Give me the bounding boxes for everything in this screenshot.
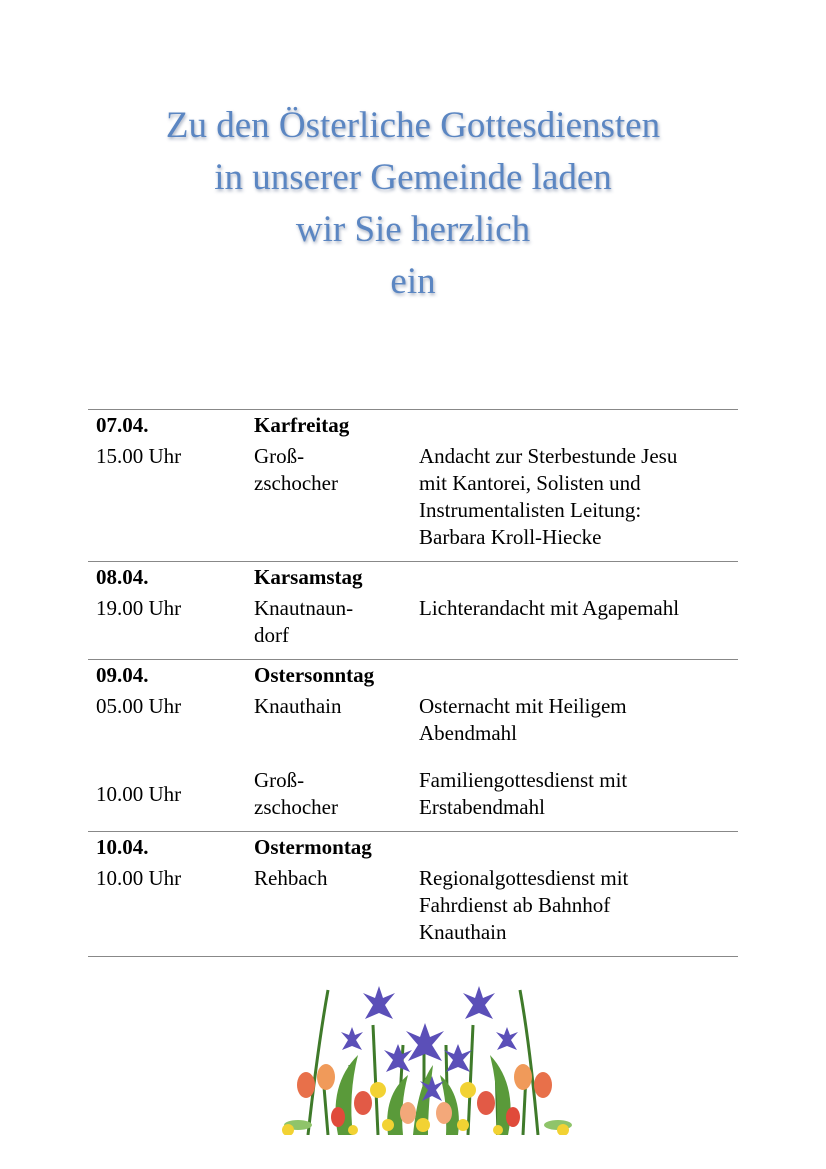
description-line: Osternacht mit Heiligem — [419, 694, 627, 718]
service-date: 08.04. — [96, 565, 149, 589]
description-line: Familiengottesdienst mit — [419, 768, 628, 792]
place-line: Groß- — [254, 768, 305, 792]
place-line: Knauthain — [254, 694, 342, 718]
description-line: Barbara Kroll-Hiecke — [419, 525, 602, 549]
title-line-4: ein — [390, 261, 436, 302]
service-time: 05.00 Uhr — [96, 694, 182, 718]
service-day: Karsamstag — [254, 565, 363, 589]
service-place — [246, 865, 411, 946]
service-date: 07.04. — [96, 413, 149, 437]
title-line-3: wir Sie herzlich — [295, 209, 531, 250]
title-line-2: in unserer Gemeinde laden — [214, 157, 612, 198]
schedule-section-karsamstag — [88, 562, 738, 660]
service-row — [88, 595, 738, 649]
description-line: Regionalgottesdienst mit — [419, 866, 629, 890]
service-time: 19.00 Uhr — [96, 596, 182, 620]
schedule-section-karfreitag — [88, 410, 738, 562]
service-row — [88, 767, 738, 821]
service-place — [246, 767, 411, 821]
service-date: 10.04. — [96, 835, 149, 859]
place-line: Rehbach — [254, 866, 328, 890]
schedule-section-ostermontag — [88, 832, 738, 957]
service-day: Ostermontag — [254, 835, 372, 859]
service-row — [88, 443, 738, 551]
description-line: Fahrdienst ab Bahnhof — [419, 893, 611, 917]
service-row — [88, 693, 738, 747]
place-line: zschocher — [254, 795, 338, 819]
service-place — [246, 693, 411, 747]
place-line: Groß- — [254, 444, 305, 468]
title-line-1: Zu den Österliche Gottesdiensten — [165, 105, 661, 146]
description-line: Abendmahl — [419, 721, 517, 745]
place-line: zschocher — [254, 471, 338, 495]
description-line: mit Kantorei, Solisten und — [419, 471, 641, 495]
page-title — [0, 100, 826, 308]
place-line: Knautnaun- — [254, 596, 354, 620]
service-place — [246, 595, 411, 649]
schedule-section-ostersonntag — [88, 660, 738, 832]
service-schedule-table — [88, 409, 738, 957]
flower-bouquet-image — [268, 985, 580, 1135]
service-description — [411, 767, 738, 821]
service-day: Karfreitag — [254, 413, 350, 437]
description-line: Knauthain — [419, 920, 507, 944]
description-line: Instrumentalisten Leitung: — [419, 498, 642, 522]
service-place — [246, 443, 411, 551]
iris-flowers — [341, 986, 518, 1101]
description-line: Andacht zur Sterbestunde Jesu — [419, 444, 678, 468]
service-time: 10.00 Uhr — [96, 866, 182, 890]
description-line: Lichterandacht mit Agapemahl — [419, 596, 680, 620]
service-date: 09.04. — [96, 663, 149, 687]
service-description — [411, 443, 738, 551]
service-row — [88, 865, 738, 946]
description-line: Erstabendmahl — [419, 795, 545, 819]
place-line: dorf — [254, 623, 289, 647]
service-day: Ostersonntag — [254, 663, 375, 687]
service-time: 10.00 Uhr — [96, 781, 182, 806]
service-description — [411, 595, 738, 649]
service-description — [411, 693, 738, 747]
service-time: 15.00 Uhr — [96, 444, 182, 468]
service-description — [411, 865, 738, 946]
